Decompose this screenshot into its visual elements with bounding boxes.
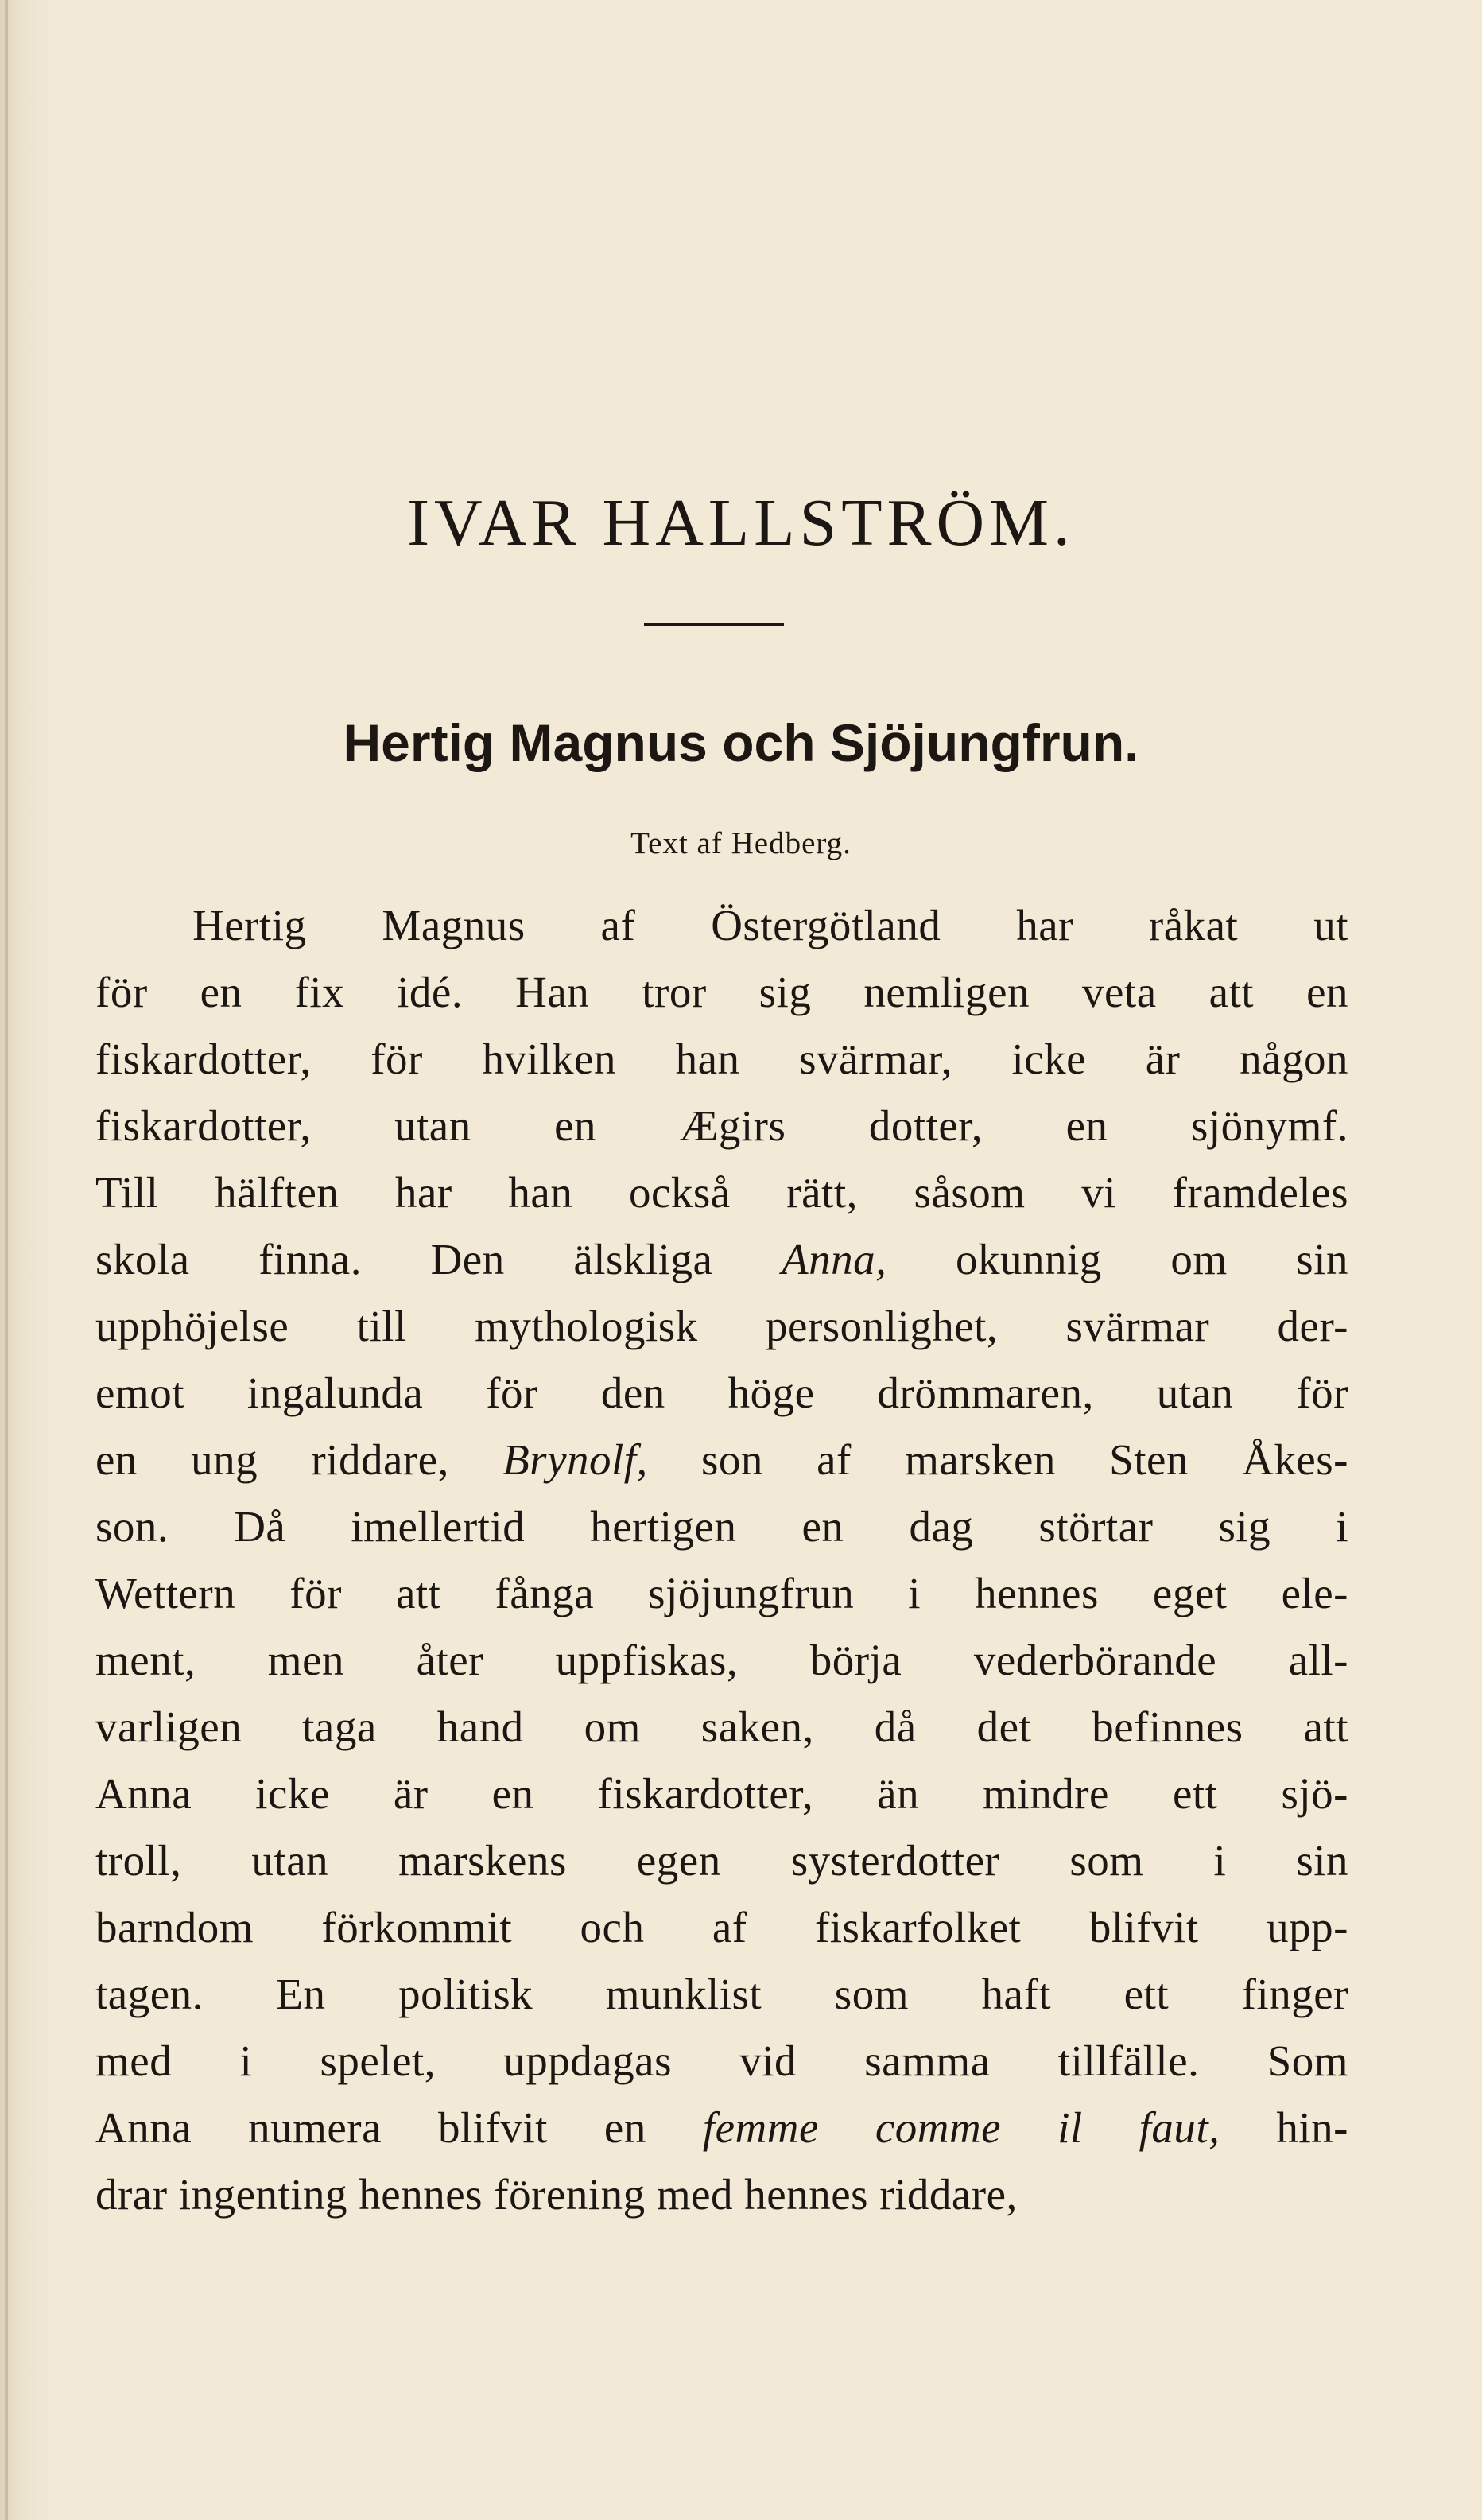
author-heading: IVAR HALLSTRÖM. (407, 486, 1075, 560)
text-line: Wettern för att fånga sjöjungfrun i hennes eget ele- (95, 1569, 1348, 1617)
text-line: upphöjelse till mythologisk personlighet, svärmar der- (95, 1302, 1348, 1350)
text-line: för en fix idé. Han tror sig nemligen veta att en (95, 968, 1348, 1016)
text-segment: hin- (1220, 2103, 1348, 2152)
text-segment: okunnig om sin (886, 1235, 1348, 1283)
binding-edge (5, 0, 8, 2520)
text-line: fiskardotter, för hvilken han svärmar, icke är någon (95, 1035, 1348, 1083)
text-line: med i spelet, uppdagas vid samma tillfälle. Som (95, 2037, 1348, 2085)
synopsis-paragraph (95, 892, 1348, 2228)
text-segment: skola finna. Den älskliga (95, 1235, 782, 1283)
librettist-byline: Text af Hedberg. (630, 826, 852, 860)
text-segment: son af marsken Sten Åkes- (647, 1435, 1348, 1484)
work-title: Hertig Magnus och Sjöjungfrun. (343, 713, 1139, 772)
text-line: tagen. En politisk munklist som haft ett finger (95, 1970, 1348, 2018)
text-line: Hertig Magnus af Östergötland har råkat ut (192, 901, 1348, 949)
text-line: Till hälften har han också rätt, såsom vi framdeles (95, 1168, 1348, 1217)
text-line: ment, men åter uppfiskas, börja vederbörande all- (95, 1636, 1348, 1684)
text-line: fiskardotter, utan en Ægirs dotter, en sjönymf. (95, 1101, 1348, 1150)
text-segment: Anna numera blifvit en (95, 2103, 703, 2152)
text-line (95, 1226, 1348, 1293)
text-line: drar ingenting hennes förening med hennes riddare, (95, 2170, 1018, 2219)
text-line: troll, utan marskens egen systerdotter som i sin (95, 1836, 1348, 1885)
foreign-phrase: femme comme il faut, (702, 2103, 1220, 2152)
text-line (95, 2095, 1348, 2161)
character-name-brynolf: Brynolf, (502, 1435, 648, 1484)
text-line: barndom förkommit och af fiskarfolket blifvit upp- (95, 1903, 1348, 1951)
text-line: varligen taga hand om saken, då det befinnes att (95, 1703, 1348, 1751)
text-line: son. Då imellertid hertigen en dag störtar sig i (95, 1502, 1348, 1551)
character-name-anna: Anna, (782, 1235, 887, 1283)
text-line: emot ingalunda för den höge drömmaren, utan för (95, 1369, 1348, 1417)
heading-divider (644, 623, 784, 626)
text-line (95, 1427, 1348, 1493)
text-line: Anna icke är en fiskardotter, än mindre ett sjö- (95, 1769, 1348, 1818)
text-segment: en ung riddare, (95, 1435, 503, 1484)
